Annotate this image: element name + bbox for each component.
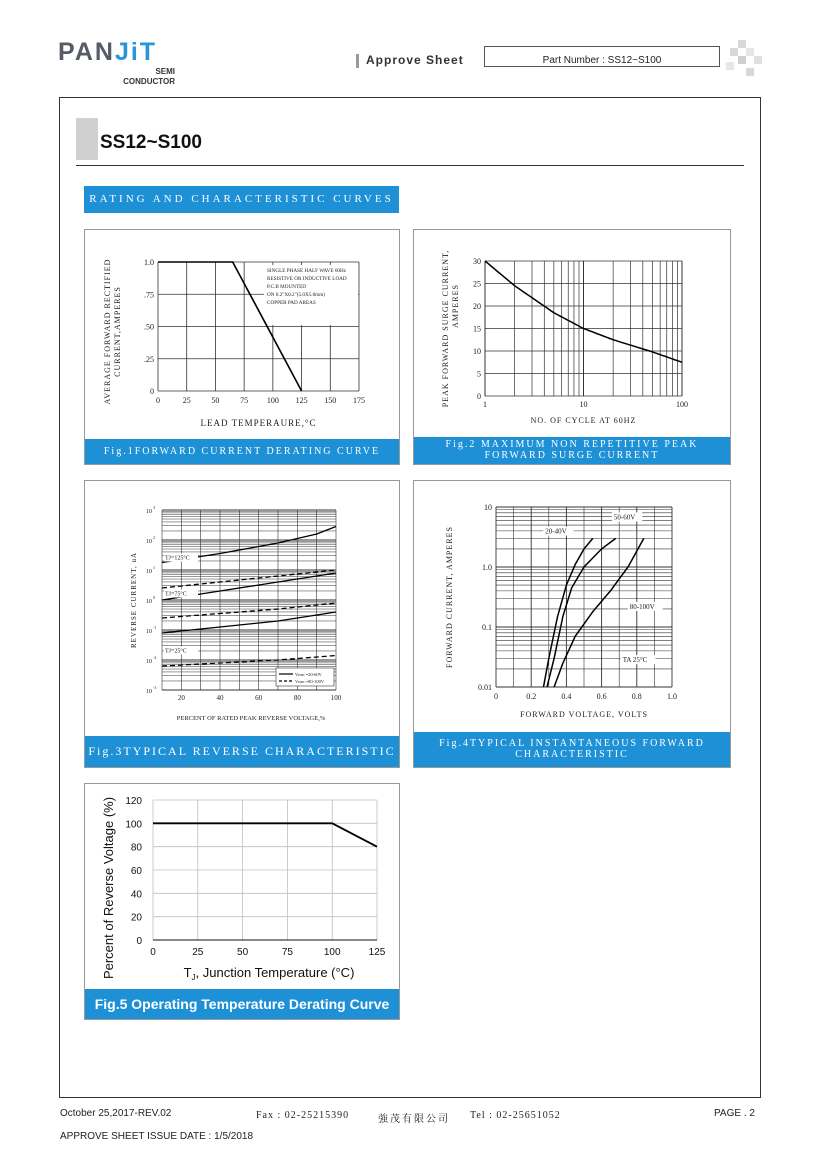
fig3-x-tick: 80 bbox=[293, 694, 301, 702]
fig1-note-line: COPPER PAD AREAS bbox=[267, 300, 316, 306]
fig2-x-tick: 10 bbox=[579, 400, 588, 409]
fig3-chart bbox=[86, 482, 398, 736]
fig5-x-tick: 25 bbox=[192, 947, 204, 958]
fig4-x-tick: 0.4 bbox=[561, 692, 572, 701]
fig4-x-tick: 0.6 bbox=[596, 692, 607, 701]
fig3-y-tick-exp: 1 bbox=[153, 565, 155, 570]
fig3-y-tick-exp: -3 bbox=[153, 685, 157, 690]
fig3-y-tick: 10 bbox=[146, 689, 152, 695]
fig1-caption: Fig.1FORWARD CURRENT DERATING CURVE bbox=[85, 439, 399, 464]
fig2-y-tick: 25 bbox=[473, 279, 481, 289]
logo-subtitle bbox=[120, 67, 175, 87]
fig3-y-tick: 10 bbox=[146, 629, 152, 635]
fig3-legend-solid-label: Vrrm =20-60V bbox=[295, 672, 322, 677]
fig3-annotation: TJ=125°C bbox=[165, 555, 190, 562]
fig3-annotation: TJ=25°C bbox=[165, 648, 187, 655]
fig2-x-axis-label: NO. OF CYCLE AT 60HZ bbox=[530, 416, 637, 425]
fig4-series-line bbox=[544, 538, 593, 687]
fig4-caption bbox=[414, 732, 730, 767]
fig1-y-tick: 0 bbox=[150, 387, 154, 396]
fig1-y-tick: .50 bbox=[144, 322, 154, 332]
fig4-y-tick: 10 bbox=[484, 503, 492, 512]
fig4-series-line bbox=[554, 538, 644, 687]
fig1-chart bbox=[86, 231, 398, 437]
fig4-y-tick: 0.01 bbox=[478, 683, 492, 692]
fig1-x-tick: 0 bbox=[156, 396, 160, 405]
fig4-x-tick: 0 bbox=[494, 692, 498, 701]
fig5-x-tick: 125 bbox=[368, 947, 386, 958]
section-banner: RATING AND CHARACTERISTIC CURVES bbox=[84, 186, 399, 213]
fig3-annotation: TJ=75°C bbox=[165, 591, 187, 598]
fig4-annotation: 20-40V bbox=[545, 527, 567, 536]
fig5-x-axis-label: $T_J$, Junction Temperature (°C) bbox=[183, 965, 355, 982]
fig4-caption-line1: Fig.4TYPICAL INSTANTANEOUS FORWARD bbox=[439, 738, 705, 749]
fig4-series-line bbox=[547, 538, 616, 687]
fig1-note-line: ON 0.2"X0.2"(5.0X5.0mm) bbox=[267, 292, 325, 298]
footer-date-rev: October 25,2017-REV.02 bbox=[60, 1108, 172, 1119]
fig4-x-tick: 0.8 bbox=[631, 692, 642, 701]
fig1-x-tick: 150 bbox=[324, 396, 337, 405]
fig5-caption: Fig.5 Operating Temperature Derating Curve bbox=[85, 989, 399, 1019]
fig2-y-tick: 0 bbox=[477, 392, 481, 401]
fig1-x-tick: 100 bbox=[266, 396, 279, 405]
fig2-y-tick: 30 bbox=[473, 257, 481, 266]
fig3-y-tick: 10 bbox=[146, 569, 152, 575]
fig3-legend-dashed-label: Vrrm =80-100V bbox=[295, 679, 325, 684]
fig4-x-axis-label: FORWARD VOLTAGE, VOLTS bbox=[520, 710, 648, 719]
fig3-y-tick: 10 bbox=[146, 539, 152, 545]
fig2-y-tick: 15 bbox=[473, 324, 481, 334]
fig5-x-tick: 75 bbox=[281, 947, 293, 958]
fig4-x-tick: 1.0 bbox=[667, 692, 677, 701]
fig1-x-axis-label: LEAD TEMPERAURE,°C bbox=[200, 418, 317, 428]
fig1-y-tick: .25 bbox=[144, 354, 154, 364]
footer-tel: Tel : 02-25651052 bbox=[470, 1110, 561, 1121]
fig3-y-tick: 10 bbox=[146, 509, 152, 515]
fig3-y-tick-exp: 2 bbox=[153, 535, 155, 540]
title-accent bbox=[76, 118, 98, 160]
fig3-y-tick-exp: 0 bbox=[153, 595, 155, 600]
company-logo bbox=[58, 38, 157, 67]
fig5-y-tick: 60 bbox=[130, 866, 142, 877]
fig3-caption: Fig.3TYPICAL REVERSE CHARACTERISTIC bbox=[85, 736, 399, 767]
fig5-y-axis-label: Percent of Reverse Voltage (%) bbox=[101, 796, 116, 980]
footer-fax: Fax : 02-25215390 bbox=[256, 1110, 350, 1121]
fig3-y-tick: 10 bbox=[146, 659, 152, 665]
fig3-y-axis-label: REVERSE CURRENT, uA bbox=[130, 551, 138, 649]
fig3-y-tick-exp: 3 bbox=[153, 505, 155, 510]
fig3-x-tick: 40 bbox=[216, 694, 224, 702]
footer-issue-date: APPROVE SHEET ISSUE DATE : 1/5/2018 bbox=[60, 1131, 254, 1142]
fig5-x-tick: 50 bbox=[237, 947, 249, 958]
fig5-series-line bbox=[153, 823, 377, 846]
fig5-y-tick: 0 bbox=[136, 936, 142, 947]
fig2-caption-line1: Fig.2 MAXIMUM NON REPETITIVE PEAK bbox=[445, 439, 699, 450]
fig1-y-tick: .75 bbox=[144, 290, 154, 300]
fig5-y-tick: 20 bbox=[130, 912, 142, 924]
fig2-chart bbox=[415, 231, 729, 437]
logo-pan-text: PAN bbox=[58, 38, 115, 66]
fig2-caption-line2: FORWARD SURGE CURRENT bbox=[484, 450, 660, 461]
fig2-y-tick: 20 bbox=[473, 302, 481, 311]
approve-sheet-label: Approve Sheet bbox=[366, 53, 464, 67]
fig5-chart bbox=[86, 785, 398, 989]
fig1-x-tick: 50 bbox=[211, 396, 220, 405]
part-number-box: Part Number : SS12~S100 bbox=[484, 46, 720, 67]
fig1-x-tick: 125 bbox=[295, 396, 308, 405]
fig3-x-tick: 20 bbox=[177, 694, 185, 702]
fig5-y-tick: 80 bbox=[130, 842, 142, 854]
fig1-y-axis-label-2: CURRENT,AMPERES bbox=[113, 286, 122, 377]
fig2-y-axis-label-1: PEAK FORWARD SURGE CURRENT, bbox=[441, 249, 450, 408]
page-title: SS12~S100 bbox=[100, 132, 202, 153]
fig3-x-tick: 100 bbox=[330, 694, 342, 702]
footer-page: PAGE . 2 bbox=[714, 1108, 755, 1119]
fig4-annotation: 80-100V bbox=[629, 602, 655, 611]
approve-sheet-marker bbox=[356, 54, 359, 68]
fig4-annotation: 50-60V bbox=[613, 513, 636, 522]
fig3-y-tick-exp: -1 bbox=[153, 625, 157, 630]
fig4-x-tick: 0.2 bbox=[526, 692, 537, 701]
fig4-y-tick: 0.1 bbox=[482, 623, 492, 632]
logo-jit-text: JiT bbox=[114, 38, 158, 66]
logo-conductor-text: CONDUCTOR bbox=[123, 77, 175, 86]
fig5-y-tick: 40 bbox=[130, 889, 142, 901]
fig1-x-tick: 175 bbox=[353, 396, 365, 405]
logo-semi-text: SEMI bbox=[155, 67, 175, 76]
fig1-note-line: RESISTIVE OR INDUCTIVE LOAD bbox=[267, 276, 347, 282]
fig2-x-tick: 100 bbox=[676, 400, 688, 409]
fig2-y-tick: 10 bbox=[473, 347, 481, 356]
fig4-y-tick: 1.0 bbox=[482, 563, 492, 572]
fig2-y-axis-label-2: AMPERES bbox=[451, 284, 460, 328]
fig1-y-tick: 1.0 bbox=[144, 258, 154, 267]
fig2-y-tick: 5 bbox=[477, 369, 481, 379]
fig1-note-line: SINGLE PHASE HALF WAVE 60Hz bbox=[267, 268, 347, 274]
fig5-y-tick: 100 bbox=[125, 819, 142, 831]
fig4-chart bbox=[415, 482, 729, 732]
fig5-x-tick: 0 bbox=[150, 947, 156, 958]
fig3-y-tick: 10 bbox=[146, 599, 152, 605]
fig5-y-tick: 120 bbox=[125, 796, 142, 807]
checker-pattern-icon bbox=[726, 40, 762, 78]
fig5-x-tick: 100 bbox=[323, 947, 341, 958]
fig4-caption-line2: CHARACTERISTIC bbox=[515, 749, 629, 760]
fig3-x-tick: 60 bbox=[255, 694, 263, 702]
fig4-annotation: TA 25°C bbox=[622, 656, 648, 665]
fig1-x-tick: 75 bbox=[240, 396, 249, 405]
title-divider bbox=[76, 165, 744, 166]
fig4-y-axis-label: FORWARD CURRENT, AMPERES bbox=[445, 526, 454, 668]
fig1-note-line: P.C.B MOUNTED bbox=[267, 284, 307, 290]
fig3-y-tick-exp: -2 bbox=[153, 655, 157, 660]
fig2-x-tick: 1 bbox=[483, 400, 487, 409]
fig2-caption bbox=[414, 437, 730, 464]
fig1-x-tick: 25 bbox=[182, 396, 191, 405]
footer-company: 強茂有限公司 bbox=[378, 1114, 450, 1125]
fig1-y-axis-label-1: AVERAGE FORWARD RECTIFIED bbox=[103, 258, 112, 405]
fig3-x-axis-label: PERCENT OF RATED PEAK REVERSE VOLTAGE,% bbox=[176, 715, 326, 722]
